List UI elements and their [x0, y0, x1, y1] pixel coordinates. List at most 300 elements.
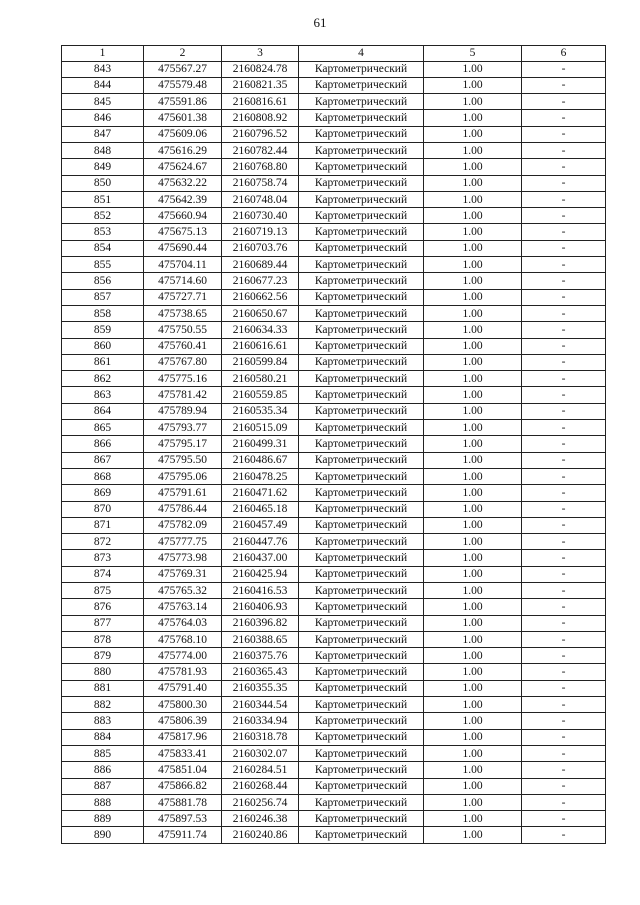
- y-coordinate-cell: 2160256.74: [222, 794, 299, 810]
- accuracy-cell: 1.00: [424, 142, 522, 158]
- note-cell: -: [522, 77, 606, 93]
- note-cell: -: [522, 745, 606, 761]
- x-coordinate-cell: 475767.80: [144, 354, 222, 370]
- point-number-cell: 878: [62, 631, 144, 647]
- x-coordinate-cell: 475727.71: [144, 289, 222, 305]
- accuracy-cell: 1.00: [424, 338, 522, 354]
- column-header: 5: [424, 46, 522, 62]
- y-coordinate-cell: 2160437.00: [222, 550, 299, 566]
- point-number-cell: 861: [62, 354, 144, 370]
- table-row: [62, 794, 606, 810]
- point-number-cell: 851: [62, 191, 144, 207]
- note-cell: -: [522, 713, 606, 729]
- note-cell: -: [522, 794, 606, 810]
- point-number-cell: 884: [62, 729, 144, 745]
- x-coordinate-cell: 475773.98: [144, 550, 222, 566]
- y-coordinate-cell: 2160344.54: [222, 697, 299, 713]
- accuracy-cell: 1.00: [424, 599, 522, 615]
- point-number-cell: 874: [62, 566, 144, 582]
- x-coordinate-cell: 475795.06: [144, 468, 222, 484]
- point-number-cell: 875: [62, 583, 144, 599]
- method-cell: Картометрический: [299, 240, 424, 256]
- table-row: [62, 697, 606, 713]
- column-header: 4: [299, 46, 424, 62]
- accuracy-cell: 1.00: [424, 354, 522, 370]
- y-coordinate-cell: 2160375.76: [222, 648, 299, 664]
- table-row: [62, 745, 606, 761]
- point-number-cell: 860: [62, 338, 144, 354]
- y-coordinate-cell: 2160599.84: [222, 354, 299, 370]
- table-row: [62, 485, 606, 501]
- note-cell: -: [522, 468, 606, 484]
- accuracy-cell: 1.00: [424, 371, 522, 387]
- point-number-cell: 863: [62, 387, 144, 403]
- accuracy-cell: 1.00: [424, 175, 522, 191]
- accuracy-cell: 1.00: [424, 289, 522, 305]
- y-coordinate-cell: 2160634.33: [222, 322, 299, 338]
- method-cell: Картометрический: [299, 680, 424, 696]
- table-row: [62, 305, 606, 321]
- point-number-cell: 854: [62, 240, 144, 256]
- column-header: 6: [522, 46, 606, 62]
- y-coordinate-cell: 2160808.92: [222, 110, 299, 126]
- y-coordinate-cell: 2160816.61: [222, 94, 299, 110]
- table-row: [62, 680, 606, 696]
- table-row: [62, 338, 606, 354]
- note-cell: -: [522, 322, 606, 338]
- accuracy-cell: 1.00: [424, 208, 522, 224]
- method-cell: Картометрический: [299, 305, 424, 321]
- table-row: [62, 762, 606, 778]
- x-coordinate-cell: 475601.38: [144, 110, 222, 126]
- note-cell: -: [522, 371, 606, 387]
- accuracy-cell: 1.00: [424, 224, 522, 240]
- x-coordinate-cell: 475774.00: [144, 648, 222, 664]
- note-cell: -: [522, 305, 606, 321]
- y-coordinate-cell: 2160388.65: [222, 631, 299, 647]
- table-row: [62, 517, 606, 533]
- accuracy-cell: 1.00: [424, 77, 522, 93]
- x-coordinate-cell: 475642.39: [144, 191, 222, 207]
- table-row: [62, 452, 606, 468]
- note-cell: -: [522, 664, 606, 680]
- note-cell: -: [522, 240, 606, 256]
- method-cell: Картометрический: [299, 110, 424, 126]
- point-number-cell: 876: [62, 599, 144, 615]
- point-number-cell: 867: [62, 452, 144, 468]
- y-coordinate-cell: 2160318.78: [222, 729, 299, 745]
- table-row: [62, 778, 606, 794]
- table-row: [62, 827, 606, 843]
- point-number-cell: 872: [62, 534, 144, 550]
- method-cell: Картометрический: [299, 257, 424, 273]
- method-cell: Картометрический: [299, 599, 424, 615]
- note-cell: -: [522, 191, 606, 207]
- point-number-cell: 865: [62, 420, 144, 436]
- y-coordinate-cell: 2160662.56: [222, 289, 299, 305]
- method-cell: Картометрический: [299, 778, 424, 794]
- method-cell: Картометрический: [299, 387, 424, 403]
- accuracy-cell: 1.00: [424, 387, 522, 403]
- note-cell: -: [522, 208, 606, 224]
- point-number-cell: 850: [62, 175, 144, 191]
- method-cell: Картометрический: [299, 664, 424, 680]
- table-row: [62, 631, 606, 647]
- note-cell: -: [522, 517, 606, 533]
- table-row: [62, 615, 606, 631]
- point-number-cell: 864: [62, 403, 144, 419]
- point-number-cell: 847: [62, 126, 144, 142]
- method-cell: Картометрический: [299, 729, 424, 745]
- method-cell: Картометрический: [299, 468, 424, 484]
- table-row: [62, 420, 606, 436]
- point-number-cell: 844: [62, 77, 144, 93]
- table-row: [62, 175, 606, 191]
- y-coordinate-cell: 2160616.61: [222, 338, 299, 354]
- y-coordinate-cell: 2160365.43: [222, 664, 299, 680]
- note-cell: -: [522, 697, 606, 713]
- y-coordinate-cell: 2160515.09: [222, 420, 299, 436]
- table-row: [62, 94, 606, 110]
- x-coordinate-cell: 475782.09: [144, 517, 222, 533]
- accuracy-cell: 1.00: [424, 468, 522, 484]
- accuracy-cell: 1.00: [424, 257, 522, 273]
- point-number-cell: 886: [62, 762, 144, 778]
- accuracy-cell: 1.00: [424, 191, 522, 207]
- note-cell: -: [522, 94, 606, 110]
- table-row: [62, 371, 606, 387]
- table-row: [62, 648, 606, 664]
- x-coordinate-cell: 475866.82: [144, 778, 222, 794]
- accuracy-cell: 1.00: [424, 811, 522, 827]
- column-header: 1: [62, 46, 144, 62]
- note-cell: -: [522, 583, 606, 599]
- point-number-cell: 888: [62, 794, 144, 810]
- note-cell: -: [522, 811, 606, 827]
- accuracy-cell: 1.00: [424, 631, 522, 647]
- y-coordinate-cell: 2160748.04: [222, 191, 299, 207]
- coordinates-table: [61, 45, 606, 844]
- method-cell: Картометрический: [299, 566, 424, 582]
- table-row: [62, 436, 606, 452]
- y-coordinate-cell: 2160824.78: [222, 61, 299, 77]
- y-coordinate-cell: 2160689.44: [222, 257, 299, 273]
- point-number-cell: 871: [62, 517, 144, 533]
- x-coordinate-cell: 475764.03: [144, 615, 222, 631]
- note-cell: -: [522, 436, 606, 452]
- method-cell: Картометрический: [299, 77, 424, 93]
- point-number-cell: 868: [62, 468, 144, 484]
- x-coordinate-cell: 475911.74: [144, 827, 222, 843]
- x-coordinate-cell: 475795.17: [144, 436, 222, 452]
- note-cell: -: [522, 257, 606, 273]
- method-cell: Картометрический: [299, 745, 424, 761]
- table-row: [62, 501, 606, 517]
- table-row: [62, 729, 606, 745]
- accuracy-cell: 1.00: [424, 110, 522, 126]
- table-header-row: [62, 46, 606, 62]
- x-coordinate-cell: 475738.65: [144, 305, 222, 321]
- method-cell: Картометрический: [299, 485, 424, 501]
- method-cell: Картометрический: [299, 811, 424, 827]
- table-row: [62, 387, 606, 403]
- accuracy-cell: 1.00: [424, 517, 522, 533]
- note-cell: -: [522, 501, 606, 517]
- note-cell: -: [522, 485, 606, 501]
- point-number-cell: 879: [62, 648, 144, 664]
- x-coordinate-cell: 475806.39: [144, 713, 222, 729]
- note-cell: -: [522, 224, 606, 240]
- method-cell: Картометрический: [299, 420, 424, 436]
- accuracy-cell: 1.00: [424, 94, 522, 110]
- note-cell: -: [522, 534, 606, 550]
- x-coordinate-cell: 475791.61: [144, 485, 222, 501]
- accuracy-cell: 1.00: [424, 794, 522, 810]
- point-number-cell: 852: [62, 208, 144, 224]
- table-row: [62, 159, 606, 175]
- point-number-cell: 853: [62, 224, 144, 240]
- note-cell: -: [522, 338, 606, 354]
- x-coordinate-cell: 475675.13: [144, 224, 222, 240]
- y-coordinate-cell: 2160677.23: [222, 273, 299, 289]
- point-number-cell: 856: [62, 273, 144, 289]
- note-cell: -: [522, 631, 606, 647]
- x-coordinate-cell: 475795.50: [144, 452, 222, 468]
- x-coordinate-cell: 475616.29: [144, 142, 222, 158]
- x-coordinate-cell: 475768.10: [144, 631, 222, 647]
- method-cell: Картометрический: [299, 794, 424, 810]
- table-row: [62, 664, 606, 680]
- note-cell: -: [522, 175, 606, 191]
- table-row: [62, 583, 606, 599]
- method-cell: Картометрический: [299, 289, 424, 305]
- method-cell: Картометрический: [299, 159, 424, 175]
- y-coordinate-cell: 2160240.86: [222, 827, 299, 843]
- accuracy-cell: 1.00: [424, 745, 522, 761]
- table-row: [62, 468, 606, 484]
- y-coordinate-cell: 2160425.94: [222, 566, 299, 582]
- x-coordinate-cell: 475833.41: [144, 745, 222, 761]
- accuracy-cell: 1.00: [424, 550, 522, 566]
- accuracy-cell: 1.00: [424, 159, 522, 175]
- point-number-cell: 866: [62, 436, 144, 452]
- note-cell: -: [522, 452, 606, 468]
- x-coordinate-cell: 475793.77: [144, 420, 222, 436]
- note-cell: -: [522, 273, 606, 289]
- method-cell: Картометрический: [299, 224, 424, 240]
- y-coordinate-cell: 2160730.40: [222, 208, 299, 224]
- point-number-cell: 862: [62, 371, 144, 387]
- method-cell: Картометрический: [299, 452, 424, 468]
- y-coordinate-cell: 2160302.07: [222, 745, 299, 761]
- y-coordinate-cell: 2160499.31: [222, 436, 299, 452]
- accuracy-cell: 1.00: [424, 827, 522, 843]
- note-cell: -: [522, 387, 606, 403]
- method-cell: Картометрический: [299, 648, 424, 664]
- method-cell: Картометрический: [299, 517, 424, 533]
- x-coordinate-cell: 475579.48: [144, 77, 222, 93]
- point-number-cell: 877: [62, 615, 144, 631]
- x-coordinate-cell: 475690.44: [144, 240, 222, 256]
- accuracy-cell: 1.00: [424, 534, 522, 550]
- accuracy-cell: 1.00: [424, 664, 522, 680]
- x-coordinate-cell: 475750.55: [144, 322, 222, 338]
- x-coordinate-cell: 475789.94: [144, 403, 222, 419]
- y-coordinate-cell: 2160246.38: [222, 811, 299, 827]
- y-coordinate-cell: 2160768.80: [222, 159, 299, 175]
- y-coordinate-cell: 2160478.25: [222, 468, 299, 484]
- note-cell: -: [522, 729, 606, 745]
- point-number-cell: 855: [62, 257, 144, 273]
- table-row: [62, 191, 606, 207]
- x-coordinate-cell: 475800.30: [144, 697, 222, 713]
- point-number-cell: 873: [62, 550, 144, 566]
- table-row: [62, 534, 606, 550]
- y-coordinate-cell: 2160406.93: [222, 599, 299, 615]
- point-number-cell: 882: [62, 697, 144, 713]
- x-coordinate-cell: 475624.67: [144, 159, 222, 175]
- table-row: [62, 126, 606, 142]
- point-number-cell: 881: [62, 680, 144, 696]
- method-cell: Картометрический: [299, 94, 424, 110]
- note-cell: -: [522, 403, 606, 419]
- note-cell: -: [522, 566, 606, 582]
- y-coordinate-cell: 2160355.35: [222, 680, 299, 696]
- x-coordinate-cell: 475775.16: [144, 371, 222, 387]
- table-row: [62, 403, 606, 419]
- point-number-cell: 858: [62, 305, 144, 321]
- table-row: [62, 289, 606, 305]
- x-coordinate-cell: 475609.06: [144, 126, 222, 142]
- point-number-cell: 885: [62, 745, 144, 761]
- accuracy-cell: 1.00: [424, 61, 522, 77]
- point-number-cell: 859: [62, 322, 144, 338]
- point-number-cell: 887: [62, 778, 144, 794]
- y-coordinate-cell: 2160559.85: [222, 387, 299, 403]
- x-coordinate-cell: 475851.04: [144, 762, 222, 778]
- table-row: [62, 566, 606, 582]
- column-header: 2: [144, 46, 222, 62]
- accuracy-cell: 1.00: [424, 729, 522, 745]
- table-row: [62, 273, 606, 289]
- x-coordinate-cell: 475704.11: [144, 257, 222, 273]
- table-row: [62, 61, 606, 77]
- note-cell: -: [522, 126, 606, 142]
- table-row: [62, 354, 606, 370]
- x-coordinate-cell: 475714.60: [144, 273, 222, 289]
- x-coordinate-cell: 475769.31: [144, 566, 222, 582]
- y-coordinate-cell: 2160457.49: [222, 517, 299, 533]
- y-coordinate-cell: 2160580.21: [222, 371, 299, 387]
- method-cell: Картометрический: [299, 126, 424, 142]
- y-coordinate-cell: 2160703.76: [222, 240, 299, 256]
- accuracy-cell: 1.00: [424, 501, 522, 517]
- x-coordinate-cell: 475781.42: [144, 387, 222, 403]
- x-coordinate-cell: 475765.32: [144, 583, 222, 599]
- x-coordinate-cell: 475763.14: [144, 599, 222, 615]
- point-number-cell: 883: [62, 713, 144, 729]
- y-coordinate-cell: 2160396.82: [222, 615, 299, 631]
- note-cell: -: [522, 110, 606, 126]
- accuracy-cell: 1.00: [424, 420, 522, 436]
- y-coordinate-cell: 2160465.18: [222, 501, 299, 517]
- point-number-cell: 880: [62, 664, 144, 680]
- method-cell: Картометрический: [299, 501, 424, 517]
- accuracy-cell: 1.00: [424, 583, 522, 599]
- note-cell: -: [522, 289, 606, 305]
- x-coordinate-cell: 475786.44: [144, 501, 222, 517]
- accuracy-cell: 1.00: [424, 240, 522, 256]
- method-cell: Картометрический: [299, 175, 424, 191]
- accuracy-cell: 1.00: [424, 778, 522, 794]
- x-coordinate-cell: 475632.22: [144, 175, 222, 191]
- y-coordinate-cell: 2160471.62: [222, 485, 299, 501]
- accuracy-cell: 1.00: [424, 126, 522, 142]
- y-coordinate-cell: 2160758.74: [222, 175, 299, 191]
- accuracy-cell: 1.00: [424, 697, 522, 713]
- table-row: [62, 599, 606, 615]
- table-row: [62, 208, 606, 224]
- method-cell: Картометрический: [299, 827, 424, 843]
- accuracy-cell: 1.00: [424, 273, 522, 289]
- method-cell: Картометрический: [299, 354, 424, 370]
- x-coordinate-cell: 475881.78: [144, 794, 222, 810]
- note-cell: -: [522, 61, 606, 77]
- x-coordinate-cell: 475760.41: [144, 338, 222, 354]
- x-coordinate-cell: 475777.75: [144, 534, 222, 550]
- table-row: [62, 550, 606, 566]
- point-number-cell: 843: [62, 61, 144, 77]
- method-cell: Картометрический: [299, 191, 424, 207]
- table-row: [62, 713, 606, 729]
- table-row: [62, 257, 606, 273]
- accuracy-cell: 1.00: [424, 713, 522, 729]
- x-coordinate-cell: 475660.94: [144, 208, 222, 224]
- y-coordinate-cell: 2160447.76: [222, 534, 299, 550]
- accuracy-cell: 1.00: [424, 680, 522, 696]
- table-row: [62, 77, 606, 93]
- accuracy-cell: 1.00: [424, 762, 522, 778]
- x-coordinate-cell: 475817.96: [144, 729, 222, 745]
- method-cell: Картометрический: [299, 713, 424, 729]
- y-coordinate-cell: 2160284.51: [222, 762, 299, 778]
- method-cell: Картометрический: [299, 403, 424, 419]
- point-number-cell: 846: [62, 110, 144, 126]
- note-cell: -: [522, 778, 606, 794]
- y-coordinate-cell: 2160650.67: [222, 305, 299, 321]
- note-cell: -: [522, 550, 606, 566]
- x-coordinate-cell: 475791.40: [144, 680, 222, 696]
- accuracy-cell: 1.00: [424, 648, 522, 664]
- table-row: [62, 322, 606, 338]
- x-coordinate-cell: 475781.93: [144, 664, 222, 680]
- point-number-cell: 857: [62, 289, 144, 305]
- note-cell: -: [522, 762, 606, 778]
- y-coordinate-cell: 2160821.35: [222, 77, 299, 93]
- accuracy-cell: 1.00: [424, 566, 522, 582]
- method-cell: Картометрический: [299, 61, 424, 77]
- y-coordinate-cell: 2160535.34: [222, 403, 299, 419]
- method-cell: Картометрический: [299, 142, 424, 158]
- note-cell: -: [522, 648, 606, 664]
- method-cell: Картометрический: [299, 338, 424, 354]
- x-coordinate-cell: 475897.53: [144, 811, 222, 827]
- table-row: [62, 142, 606, 158]
- method-cell: Картометрический: [299, 631, 424, 647]
- accuracy-cell: 1.00: [424, 452, 522, 468]
- note-cell: -: [522, 615, 606, 631]
- method-cell: Картометрический: [299, 208, 424, 224]
